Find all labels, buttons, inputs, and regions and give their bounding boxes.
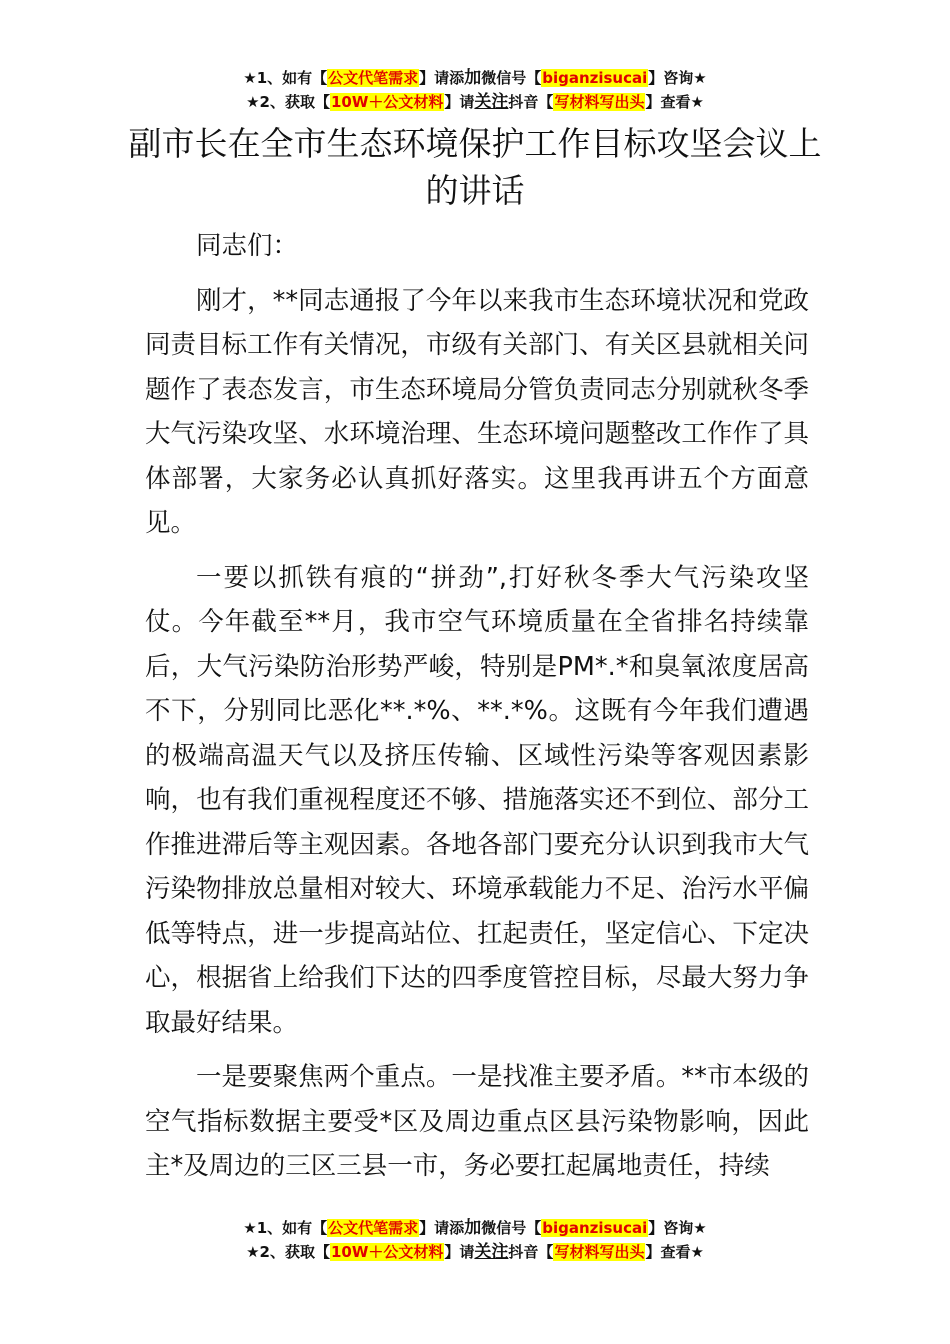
highlight-wechat-id: biganzisucai (542, 69, 648, 87)
salutation: 同志们： (196, 231, 299, 261)
star-icon: ★ (243, 1219, 257, 1237)
highlight-douyin: 写材料写出头 (554, 1243, 645, 1261)
banner-line-1: ★1、如有【公文代笔需求】请添加微信号【biganzisucai】咨询★ (243, 1218, 707, 1238)
banner-line-2: ★2、获取【10W＋公文材料】请关注抖音【写材料写出头】查看★ (246, 92, 704, 112)
document-title: 副市长在全市生态环境保护工作目标攻坚会议上的讲话 (128, 124, 822, 210)
paragraph: 一要以抓铁有痕的“拼劲”,打好秋冬季大气污染攻坚仗。今年截至**月，我市空气环境质量在全省排名持续靠后，大气污染防治形势严峻，特别是PM*.*和臭氧浓度居高不下，分别同比恶化**.*%、**.*%。这既有今年我们遭遇的极端高温天气以及挤压传输、区域性污染等客观因素影响，也有我们重视程度还不够、措施落实还不到位、部分工作推进滞后等主观因素。各地各部门要充分认识到我市大气污染物排放总量相对较大、环境承载能力不足、治污水平偏低等特点，进一步提高站位、扛起责任，坚定信心、下定决心，根据省上给我们下达的四季度管控目标，尽最大努力争取最好结果。 (145, 562, 809, 1038)
highlight-writing-service: 公文代笔需求 (328, 1219, 419, 1237)
banner-line-2: ★2、获取【10W＋公文材料】请关注抖音【写材料写出头】查看★ (246, 1242, 704, 1262)
document-body (145, 224, 809, 1199)
star-icon: ★ (246, 1243, 260, 1261)
highlight-materials: 10W＋公文材料 (330, 1243, 444, 1261)
paragraph: 一是要聚焦两个重点。一是找准主要矛盾。**市本级的空气指标数据主要受*区及周边重点区县污染物影响，因此主*及周边的三区三县一市，务必要扛起属地责任，持续 (145, 1062, 809, 1181)
highlight-writing-service: 公文代笔需求 (328, 69, 419, 87)
header-banner (0, 66, 950, 114)
star-icon: ★ (246, 93, 260, 111)
highlight-materials: 10W＋公文材料 (330, 93, 444, 111)
highlight-douyin: 写材料写出头 (554, 93, 645, 111)
highlight-wechat-id: biganzisucai (542, 1219, 648, 1237)
footer-banner (0, 1216, 950, 1264)
banner-line-1: ★1、如有【公文代笔需求】请添加微信号【biganzisucai】咨询★ (243, 68, 707, 88)
star-icon: ★ (243, 69, 257, 87)
paragraph: 刚才，**同志通报了今年以来我市生态环境状况和党政同责目标工作有关情况，市级有关部门、有关区县就相关问题作了表态发言，市生态环境局分管负责同志分别就秋冬季大气污染攻坚、水环境治理、生态环境问题整改工作作了具体部署，大家务必认真抓好落实。这里我再讲五个方面意见。 (145, 285, 809, 538)
